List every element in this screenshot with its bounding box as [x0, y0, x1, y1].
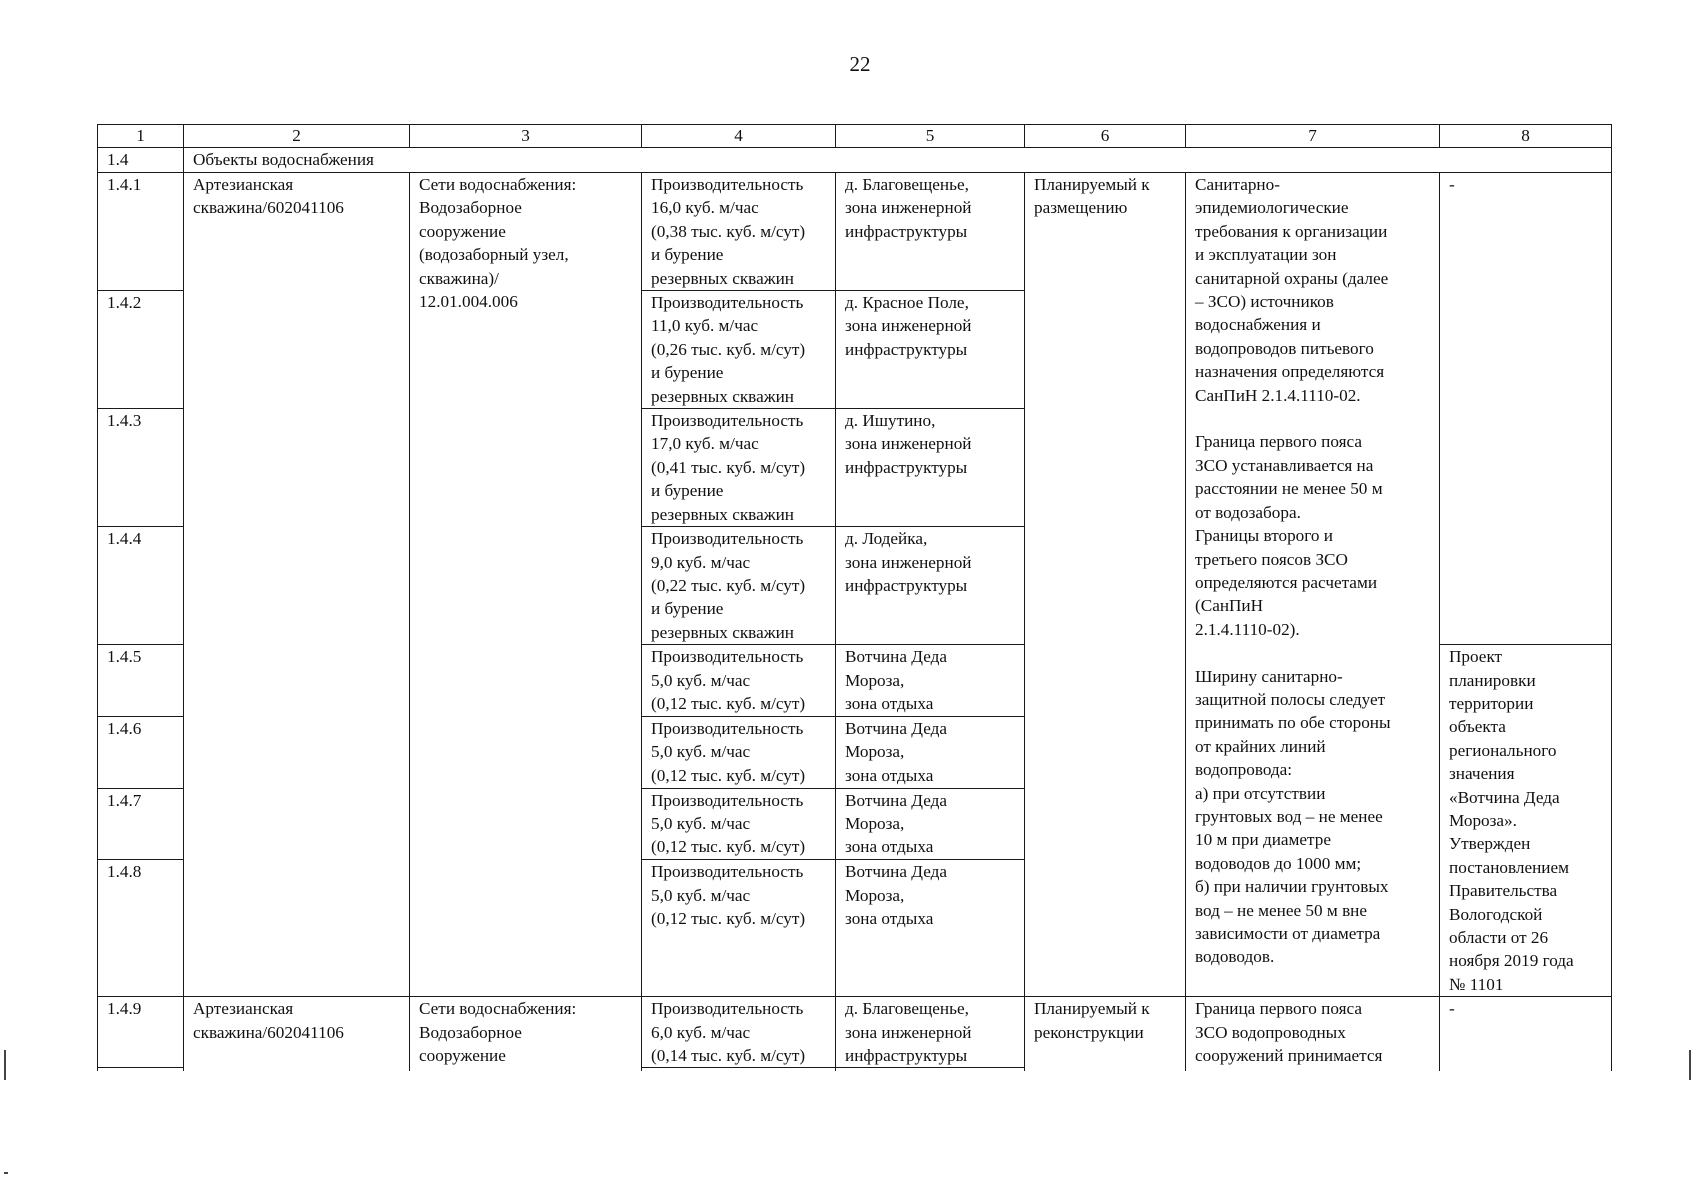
location-cell: д. Лодейка, зона инженерной инфраструктуры — [836, 527, 1025, 645]
capacity-cell: Производительность 11,0 куб. м/час (0,26 тыс. куб. м/сут) и бурение резервных скважин — [642, 291, 836, 409]
capacity-cell: Производительность 5,0 куб. м/час (0,12 тыс. куб. м/сут) — [642, 645, 836, 717]
section-number: 1.4 — [98, 148, 184, 173]
row-number: 1.4.5 — [98, 645, 184, 717]
location-cell: Вотчина Деда Мороза, зона отдыха — [836, 716, 1025, 788]
location-cell: Вотчина Деда Мороза, зона отдыха — [836, 860, 1025, 997]
scan-margin-mark — [1689, 1050, 1691, 1080]
capacity-cell: Производительность 17,0 куб. м/час (0,41 тыс. куб. м/сут) и бурение резервных скважин — [642, 409, 836, 527]
note-cell: - — [1440, 997, 1612, 1128]
column-header: 6 — [1025, 125, 1186, 148]
capacity-cell: Производительность 6,0 куб. м/час (0,14 тыс. куб. м/сут) — [642, 997, 836, 1068]
status-cell: Планируемый к реконструкции — [1025, 997, 1186, 1128]
scan-margin-mark — [4, 1050, 6, 1080]
network-description: Сети водоснабжения: Водозаборное сооружение — [410, 997, 642, 1128]
location-cell: д. Красное Поле, зона инженерной инфраструктуры — [836, 291, 1025, 409]
capacity-cell: Производительность 16,0 куб. м/час (0,38 тыс. куб. м/сут) и бурение резервных скважин — [642, 173, 836, 291]
note-cell: Проект планировки территории объекта регионального значения «Вотчина Деда Мороза». Утвержден постановлением Правительства Вологодской области от 26 ноября 2019 года № 1101 — [1440, 645, 1612, 997]
page-number: 22 — [849, 52, 871, 76]
requirements-cell: Санитарно- эпидемиологические требования к организации и эксплуатации зон санитарной охраны (далее – ЗСО) источников водоснабжения и водопроводов питьевого назначения определяются СанПиН 2.1.4.1110-02. Граница первого пояса ЗСО устанавливается на расстоянии не менее 50 м от водозабора. Границы второго и третьего поясов ЗСО определяются расчетами (СанПиН 2.1.4.1110-02). Ширину санитарно- защитной полосы следует принимать по обе стороны от крайних линий водопровода: а) при отсутствии грунтовых вод – не менее 10 м при диаметре водоводов до 1000 мм; б) при наличии грунтовых вод – не менее 50 м вне зависимости от диаметра водоводов. — [1186, 173, 1440, 997]
note-cell: - — [1440, 173, 1612, 645]
column-header: 4 — [642, 125, 836, 148]
object-name: Артезианская скважина/602041106 — [184, 997, 410, 1128]
location-cell: д. Ишутино, зона инженерной инфраструктуры — [836, 409, 1025, 527]
row-number: 1.4.6 — [98, 716, 184, 788]
status-cell: Планируемый к размещению — [1025, 173, 1186, 997]
scan-margin-mark — [4, 1172, 8, 1174]
row-number: 1.4.3 — [98, 409, 184, 527]
table-row — [98, 173, 1612, 291]
location-cell: д. Благовещенье, зона инженерной инфраструктуры — [836, 173, 1025, 291]
column-header: 5 — [836, 125, 1025, 148]
object-name: Артезианская скважина/602041106 — [184, 173, 410, 997]
capacity-cell: Производительность 9,0 куб. м/час (0,22 тыс. куб. м/сут) и бурение резервных скважин — [642, 527, 836, 645]
capacity-cell: Производительность 5,0 куб. м/час (0,12 тыс. куб. м/сут) — [642, 716, 836, 788]
network-description: Сети водоснабжения: Водозаборное сооружение (водозаборный узел, скважина)/ 12.01.004.006 — [410, 173, 642, 997]
column-header: 2 — [184, 125, 410, 148]
row-number: 1.4.7 — [98, 788, 184, 860]
section-title: Объекты водоснабжения — [184, 148, 1612, 173]
capacity-cell: Производительность 5,0 куб. м/час (0,12 тыс. куб. м/сут) — [642, 788, 836, 860]
requirements-cell: Граница первого пояса ЗСО водопроводных сооружений принимается — [1186, 997, 1440, 1128]
column-header: 7 — [1186, 125, 1440, 148]
capacity-cell: Производительность 5,0 куб. м/час (0,12 тыс. куб. м/сут) — [642, 860, 836, 997]
location-cell: Вотчина Деда Мороза, зона отдыха — [836, 788, 1025, 860]
section-row — [98, 148, 1612, 173]
location-cell: Вотчина Деда Мороза, зона отдыха — [836, 645, 1025, 717]
row-number: 1.4.4 — [98, 527, 184, 645]
water-supply-table — [97, 124, 1612, 1128]
location-cell: д. Благовещенье, зона инженерной инфраструктуры — [836, 997, 1025, 1068]
row-number: 1.4.2 — [98, 291, 184, 409]
column-header-row — [98, 125, 1612, 148]
column-header: 1 — [98, 125, 184, 148]
column-header: 8 — [1440, 125, 1612, 148]
row-number: 1.4.1 — [98, 173, 184, 291]
row-number: 1.4.9 — [98, 997, 184, 1068]
table-row — [98, 997, 1612, 1068]
row-number: 1.4.8 — [98, 860, 184, 997]
column-header: 3 — [410, 125, 642, 148]
page-cutoff-mask — [0, 1071, 1697, 1200]
